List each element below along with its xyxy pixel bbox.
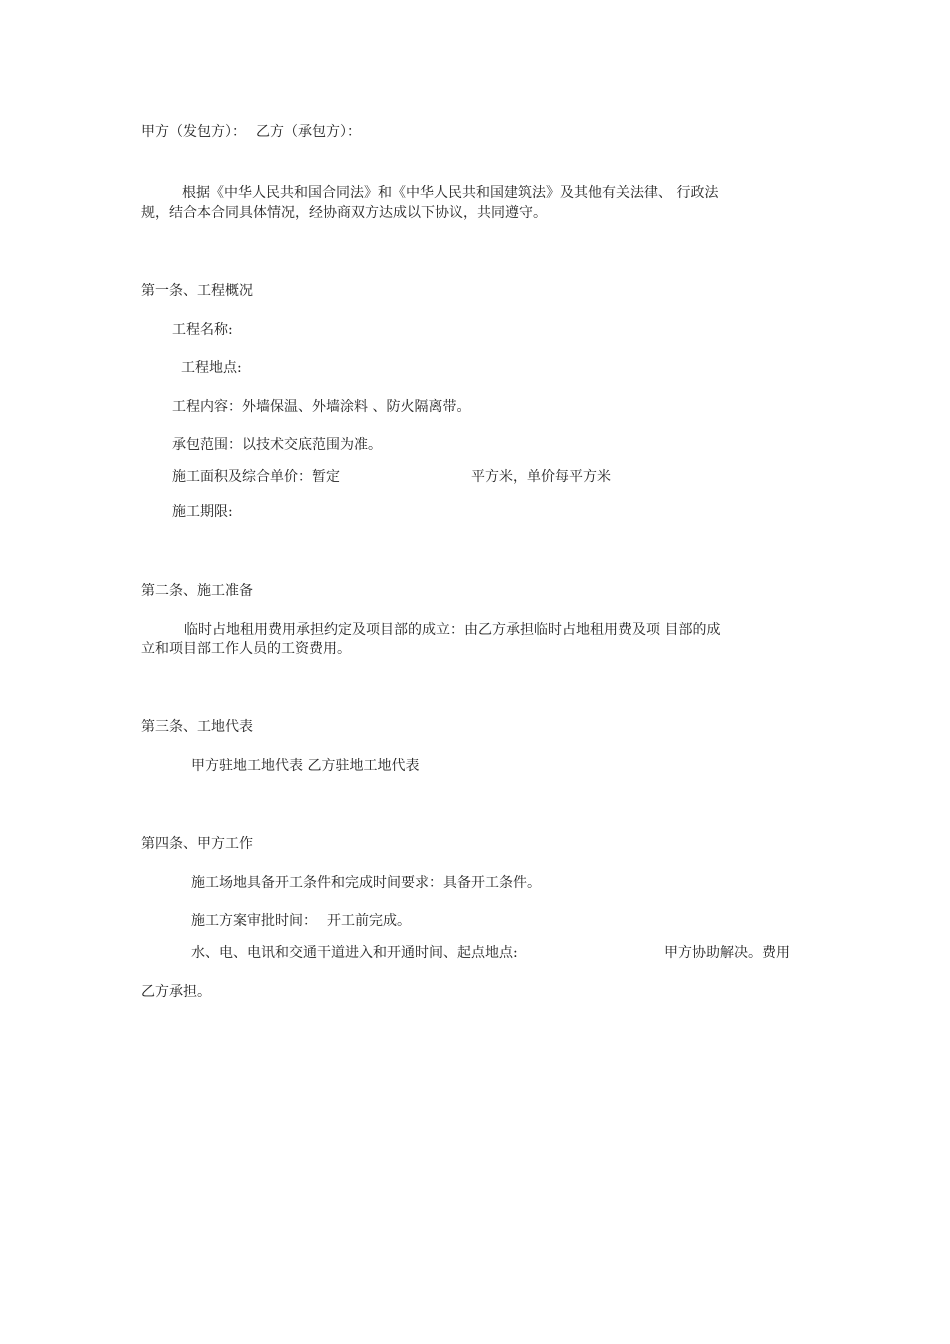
site-representatives: 甲方驻地工地代表 乙方驻地工地代表	[191, 758, 420, 774]
article-2-line-2: 立和项目部工作人员的工资费用。	[141, 641, 351, 657]
utilities-resolution: 甲方协助解决。费用	[664, 945, 790, 961]
plan-approval-line	[191, 911, 411, 931]
article-3-heading: 第三条、工地代表	[141, 719, 253, 735]
utilities-line: 水、电、电讯和交通干道进入和开通时间、起点地点:	[191, 945, 518, 961]
article-1-heading: 第一条、工程概况	[141, 283, 253, 299]
preamble-line-1: 根据《中华人民共和国合同法》和《中华人民共和国建筑法》及其他有关法律、 行政法	[182, 185, 719, 201]
preamble-line-2: 规，结合本合同具体情况，经协商双方达成以下协议，共同遵守。	[141, 205, 547, 221]
plan-approval-value: 开工前完成。	[327, 913, 411, 929]
site-conditions: 施工场地具备开工条件和完成时间要求：具备开工条件。	[191, 875, 541, 891]
party-a-label: 甲方（发包方）：	[141, 124, 246, 140]
plan-approval-label: 施工方案审批时间：	[191, 913, 317, 929]
project-location: 工程地点:	[181, 360, 242, 376]
project-content: 工程内容：外墙保温、外墙涂料 、防火隔离带。	[172, 399, 471, 415]
project-name: 工程名称:	[172, 322, 233, 338]
parties-line	[141, 122, 361, 142]
area-price-label: 施工面积及综合单价：暂定	[172, 469, 340, 485]
party-b-label: 乙方（承包方）：	[256, 124, 361, 140]
area-price-unit: 平方米，单价每平方米	[471, 469, 611, 485]
article-2-heading: 第二条、施工准备	[141, 583, 253, 599]
construction-duration: 施工期限:	[172, 504, 233, 520]
utilities-cost: 乙方承担。	[141, 984, 211, 1000]
article-2-line-1: 临时占地租用费用承担约定及项目部的成立：由乙方承担临时占地租用费及项 目部的成	[184, 622, 721, 638]
area-price-line	[172, 467, 340, 487]
article-4-heading: 第四条、甲方工作	[141, 836, 253, 852]
contract-scope: 承包范围：以技术交底范围为准。	[172, 437, 382, 453]
